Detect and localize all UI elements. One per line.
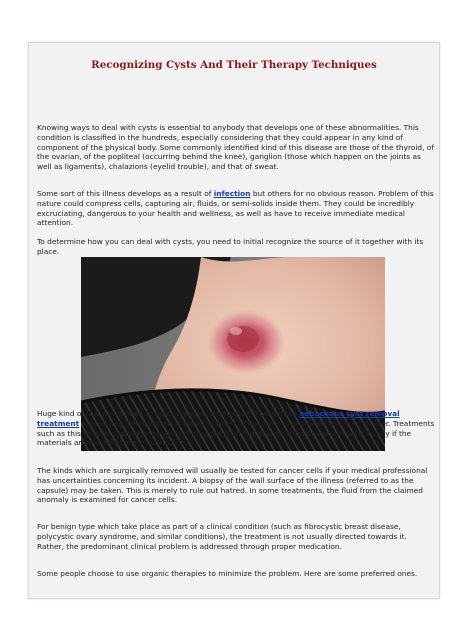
paragraph-intro: Knowing ways to deal with cysts is essential to anybody that develops one of these abnormalities. This condition is classified in the hundreds, especially considering that they could appear in any kind of component of the physical body. Some commonly identified kind of this disease are those of the thyroid, of the ovarian, of the popliteal (occurring behind the knee), ganglion (those which happen on the joints as well as ligaments), chalazions (eyelid trouble), and that of sweat. [37, 123, 434, 172]
paragraph-causes [37, 189, 435, 228]
paragraph-organic: Some people choose to use organic therapies to minimize the problem. Here are some preferred ones. [37, 569, 418, 578]
paragraph-removal-text-start: Huge kind of this could need to be operatively eliminated. Throughout [37, 409, 300, 418]
paragraph-causes-text-end: but others for no obvious reason. Problem of this nature could compress cells, capturing air, fluids, or semi-solids inside them. They could be incredibly excruciating, dangerous to your health and wellness, as well as have to receive immediate medical attention. [37, 189, 434, 228]
sebaceous-cyst-removal-link[interactable]: sebaceous cyst removal treatment [37, 409, 400, 428]
paragraph-removal [37, 409, 435, 448]
paragraph-causes-text-start: Some sort of this illness develops as a result of [37, 189, 214, 198]
infection-link[interactable]: infection [213, 189, 251, 198]
paragraph-cancer-testing: The kinds which are surgically removed will usually be tested for cancer cells if your medical professional has uncertainties concerning its incident. A biopsy of the wall surface of the illness (referred to as the capsule) may be taken. This is merely to rule out hatred. In some treatments, the fluid from the claimed anomaly is examined for cancer cells. [37, 466, 428, 505]
paragraph-benign: For benign type which take place as part of a clinical condition (such as fibrocystic breast disease, polycystic ovary syndrome, and similar conditions), the treatment is not usually directed towards it. Rather, the predominant clinical problem is addressed through proper medication. [37, 522, 407, 551]
paragraph-determine: To determine how you can deal with cysts, you need to initial recognize the source of it together with its place. [37, 237, 424, 256]
paragraph-removal-text-end: procedures, the problem is either drained of fluid or it is aspirated using a catheter. Treatments such as this employ radiologic imaging during the draining or aspirating procedure, specifically if the materials are not effortlessly obtainable. [37, 418, 435, 448]
document-title: Recognizing Cysts And Their Therapy Techniques [91, 59, 377, 71]
document-page [28, 42, 440, 599]
